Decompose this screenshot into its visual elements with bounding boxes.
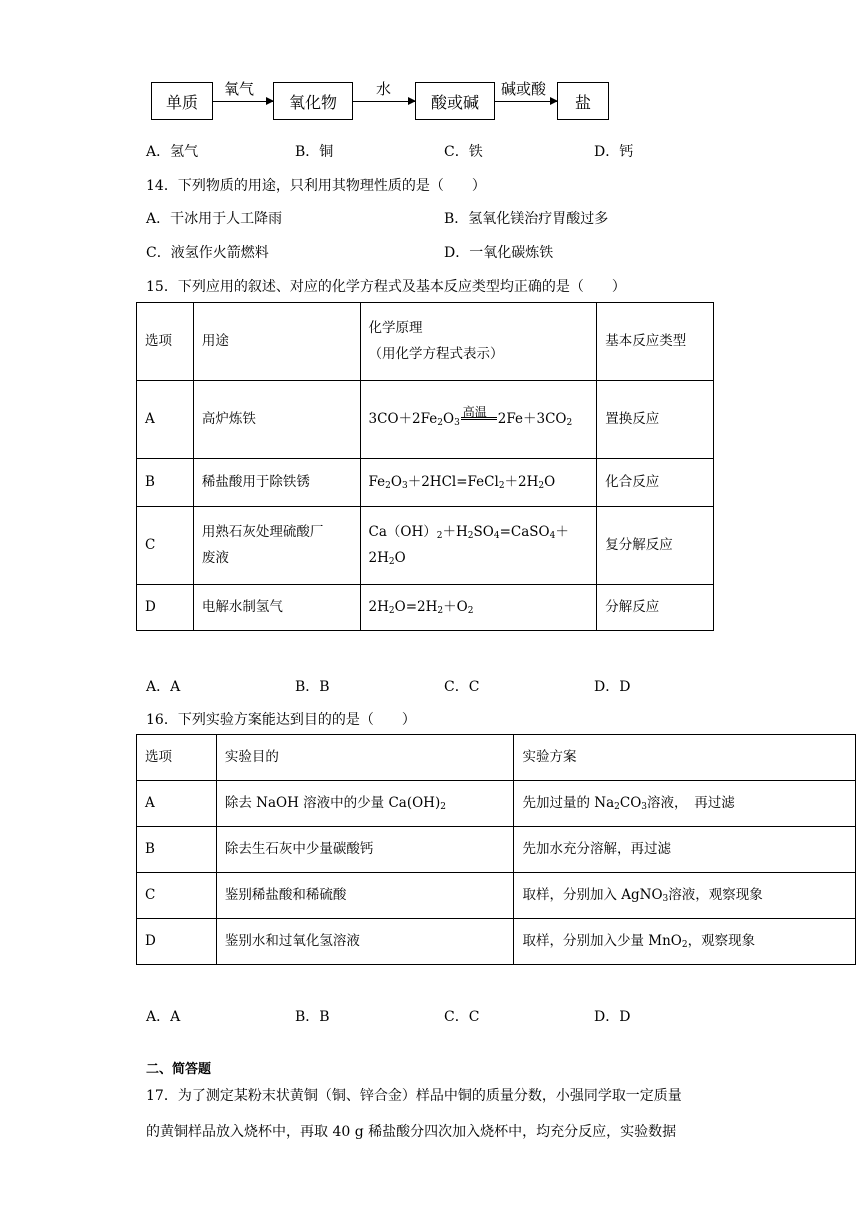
q16-header-goal: 实验目的	[216, 735, 514, 781]
flow-box-salt: 盐	[557, 82, 609, 120]
q15-row-a-use: 高炉炼铁	[193, 381, 360, 459]
q16-row-a-goal: 除去 NaOH 溶液中的少量 $Ca(OH)_2$	[216, 781, 514, 827]
q15-option-b[interactable]: B．B	[295, 679, 330, 695]
q16-row-a-plan-text2: 溶液， 再过滤	[647, 794, 735, 811]
q15-row-a-equation: $3CO+2Fe_2O_3$ 高温 $2Fe+3CO_2$	[360, 381, 597, 459]
flow-box-oxide: 氧化物	[273, 82, 353, 120]
q14-option-a[interactable]: A．干冰用于人工降雨	[146, 211, 283, 227]
table-row	[137, 381, 714, 459]
table-row	[137, 919, 856, 965]
table-row	[137, 781, 856, 827]
q16-header-option: 选项	[137, 735, 217, 781]
q16-option-b[interactable]: B．B	[295, 1009, 330, 1025]
table-row	[137, 735, 856, 781]
q15-row-c-use	[193, 507, 360, 585]
q15-row-c-use-line2: 废液	[201, 549, 229, 566]
q15-header-principle-line1: 化学原理	[368, 319, 423, 336]
table-row	[137, 303, 714, 381]
q16-row-d-plan: 取样，分别加入少量 MnO$_2$，观察现象	[514, 919, 856, 965]
q16-row-c-option: C	[137, 873, 217, 919]
q16-row-d-plan-text2: ，观察现象	[687, 932, 756, 949]
q15-header-type: 基本反应类型	[597, 303, 714, 381]
q14-option-d[interactable]: D．一氧化碳炼铁	[444, 245, 554, 261]
q16-row-b-plan: 先加水充分溶解，再过滤	[514, 827, 856, 873]
equation-left: 3CO＋2Fe	[368, 410, 438, 427]
q15-row-c-option: C	[137, 507, 194, 585]
q16-row-b-goal: 除去生石灰中少量碳酸钙	[216, 827, 514, 873]
table-row	[137, 507, 714, 585]
q15-row-a-option: A	[137, 381, 194, 459]
q15-stem: 15．下列应用的叙述、对应的化学方程式及基本反应类型均正确的是（ ）	[146, 279, 626, 295]
flow-box-acid-base: 酸或碱	[415, 82, 495, 120]
flow-arrow-1	[213, 101, 273, 102]
q15-header-use: 用途	[193, 303, 360, 381]
q15-row-d-equation: $2H_2O=2H_2+O_2$	[360, 585, 597, 631]
q15-option-d[interactable]: D．D	[594, 679, 631, 695]
section-heading: 二、简答题	[146, 1062, 212, 1077]
q15-table	[136, 302, 714, 631]
q15-row-b-equation: $Fe_2O_3+2HCl=FeCl_2+2H_2O$	[360, 459, 597, 507]
equation-right: 2Fe＋3CO	[497, 410, 567, 427]
q16-row-d-goal: 鉴别水和过氧化氢溶液	[216, 919, 514, 965]
q15-header-principle-line2: （用化学方程式表示）	[368, 345, 504, 362]
q15-row-b-option: B	[137, 459, 194, 507]
q16-stem: 16．下列实验方案能达到目的的是（ ）	[146, 712, 416, 728]
q16-table	[136, 734, 856, 965]
table-row	[137, 585, 714, 631]
q17-line-2: 的黄铜样品放入烧杯中，再取 40 g 稀盐酸分四次加入烧杯中，均充分反应，实验数据	[146, 1124, 677, 1140]
q15-row-c-use-line1: 用熟石灰处理硫酸厂	[201, 523, 324, 540]
q15-row-c-equation: $Ca(OH)_2+H_2SO_4=CaSO_4+2H_2O$	[360, 507, 597, 585]
flow-arrow-label-base-acid: 碱或酸	[501, 80, 547, 98]
table-row	[137, 827, 856, 873]
q14-option-c[interactable]: C．液氢作火箭燃料	[146, 245, 269, 261]
q15-row-d-use: 电解水制氢气	[193, 585, 360, 631]
flow-arrow-3	[495, 101, 557, 102]
q15-row-d-option: D	[137, 585, 194, 631]
q15-row-d-type: 分解反应	[597, 585, 714, 631]
q16-row-c-plan: 取样，分别加入 AgNO$_3$溶液，观察现象	[514, 873, 856, 919]
q13-option-d[interactable]: D．钙	[594, 144, 634, 160]
q16-row-d-plan-text: 取样，分别加入少量 MnO	[522, 932, 682, 949]
q16-option-a[interactable]: A．A	[146, 1009, 181, 1025]
q17-line-1: 17．为了测定某粉末状黄铜（铜、锌合金）样品中铜的质量分数，小强同学取一定质量	[146, 1088, 682, 1104]
q13-option-c[interactable]: C．铁	[444, 144, 483, 160]
q16-row-c-plan-text2: 溶液，观察现象	[668, 886, 763, 903]
q16-row-a-goal-text: 除去 NaOH 溶液中的少量 Ca(OH)	[224, 794, 441, 811]
q15-row-c-type: 复分解反应	[597, 507, 714, 585]
q16-row-b-option: B	[137, 827, 217, 873]
flow-arrow-label-water: 水	[376, 80, 392, 98]
q16-row-a-plan-text: 先加过量的 Na	[522, 794, 615, 811]
q15-option-a[interactable]: A．A	[146, 679, 181, 695]
reaction-condition: 高温	[461, 414, 497, 424]
flow-box-element: 单质	[151, 82, 213, 120]
q16-row-d-option: D	[137, 919, 217, 965]
q16-row-c-plan-text: 取样，分别加入 AgNO	[522, 886, 663, 903]
table-row	[137, 873, 856, 919]
q15-header-option: 选项	[137, 303, 194, 381]
q16-row-a-plan: 先加过量的 $Na_2CO_3$溶液， 再过滤	[514, 781, 856, 827]
q14-option-b[interactable]: B．氢氧化镁治疗胃酸过多	[444, 211, 609, 227]
q15-row-b-use: 稀盐酸用于除铁锈	[193, 459, 360, 507]
q16-option-d[interactable]: D．D	[594, 1009, 631, 1025]
q15-row-b-type: 化合反应	[597, 459, 714, 507]
q13-option-a[interactable]: A．氢气	[146, 144, 199, 160]
flow-arrow-2	[353, 101, 415, 102]
q16-row-a-option: A	[137, 781, 217, 827]
table-row	[137, 459, 714, 507]
q14-stem: 14．下列物质的用途，只利用其物理性质的是（ ）	[146, 178, 486, 194]
flow-arrow-label-oxygen: 氧气	[224, 80, 255, 98]
q13-option-b[interactable]: B．铜	[295, 144, 334, 160]
q16-row-c-goal: 鉴别稀盐酸和稀硫酸	[216, 873, 514, 919]
q15-row-a-type: 置换反应	[597, 381, 714, 459]
q16-header-plan: 实验方案	[514, 735, 856, 781]
q16-option-c[interactable]: C．C	[444, 1009, 480, 1025]
q15-option-c[interactable]: C．C	[444, 679, 480, 695]
q15-header-principle	[360, 303, 597, 381]
